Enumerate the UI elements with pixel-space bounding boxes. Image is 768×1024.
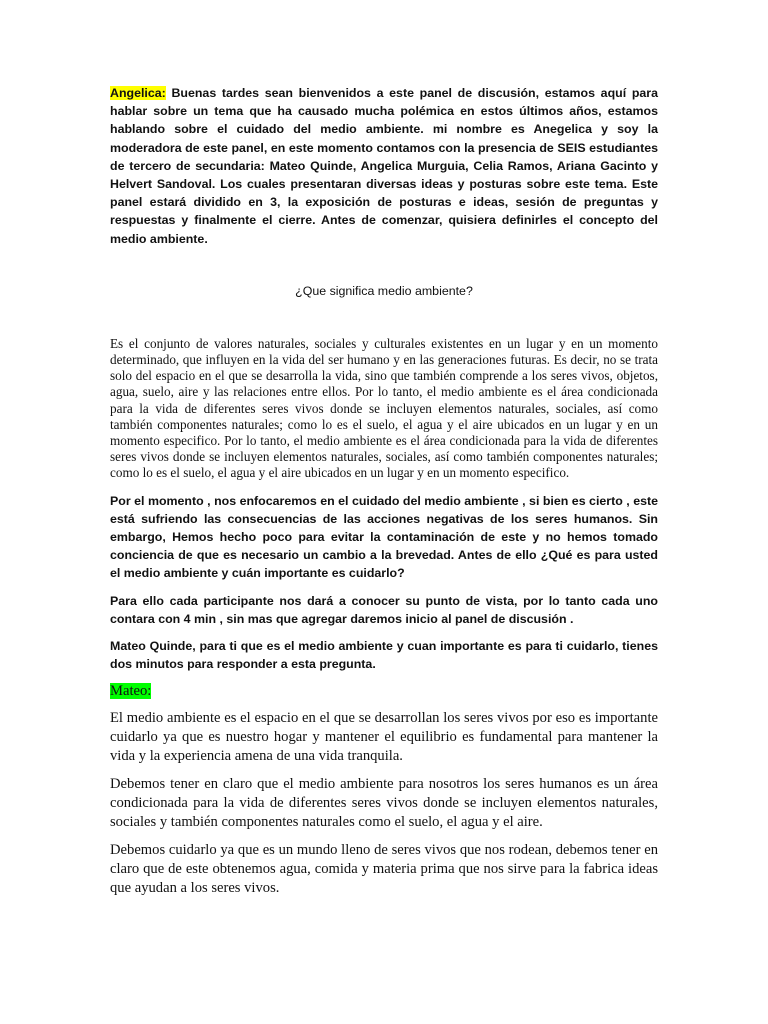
instructions-paragraph: Para ello cada participante nos dará a conocer su punto de vista, por lo tanto cada uno contara con 4 min , sin mas que agregar daremos inicio al panel de discusión .: [110, 593, 658, 626]
focus-paragraph: Por el momento , nos enfocaremos en el cuidado del medio ambiente , si bien es cierto , este está sufriendo las consecuencias de las acciones negativas de los seres humanos. Sin embargo, Hemos hecho poco para evitar la contaminación de este y no hemos tomado conciencia de que es necesario un cambio a la brevedad. Antes de ello ¿Qué es para usted el medio ambiente y cuán importante es cuidarlo?: [110, 493, 658, 581]
mateo-speaker-line: [110, 682, 658, 701]
section-question: ¿Que significa medio ambiente?: [295, 283, 473, 298]
mateo-paragraph-1: El medio ambiente es el espacio en el que se desarrollan los seres vivos por eso es importante cuidarlo ya que es nuestro hogar y mantener el equilibrio es fundamental para mantener la vida y la experiencia amena de una vida tranquila.: [110, 710, 658, 765]
document-page: [110, 84, 658, 898]
intro-text: Buenas tardes sean bienvenidos a este panel de discusión, estamos aquí para hablar sobre un tema que ha causado mucha polémica en estos últimos años, estamos hablando sobre el cuidado del medio ambiente. mi nombre es Anegelica y soy la moderadora de este panel, en este momento contamos con la presencia de SEIS estudiantes de tercero de secundaria: Mateo Quinde, Angelica Murguia, Celia Ramos, Ariana Gacinto y Helvert Sandoval. Los cuales presentaran diversas ideas y posturas sobre este tema. Este panel estará dividido en 3, la exposición de posturas e ideas, sesión de preguntas y respuestas y finalmente el cierre. Antes de comenzar, quisiera definirles el concepto del medio ambiente.: [110, 86, 658, 246]
definition-paragraph: Es el conjunto de valores naturales, sociales y culturales existentes en un lugar y en un momento determinado, que influyen en la vida del ser humano y en las generaciones futuras. Es decir, no se trata solo del espacio en el que se desarrolla la vida, sino que también comprende a los seres vivos, objetos, agua, suelo, aire y las relaciones entre ellos. Por lo tanto, el medio ambiente es el área condicionada para la vida de diferentes seres vivos donde se incluyen elementos naturales, sociales, así como también componentes naturales; como lo es el suelo, el agua y el aire ubicados en un lugar y en un momento especifico. Por lo tanto, el medio ambiente es el área condicionada para la vida de diferentes seres vivos donde se incluyen elementos naturales, sociales, así como también componentes naturales; como lo es el suelo, el agua y el aire ubicados en un lugar y en un momento especifico.: [110, 335, 658, 481]
speaker-angelica: Angelica:: [110, 86, 166, 100]
speaker-mateo: Mateo:: [110, 683, 152, 700]
mateo-paragraph-2: Debemos tener en claro que el medio ambiente para nosotros los seres humanos es un área condicionada para la vida de diferentes seres vivos donde se incluyen elementos naturales, sociales y también componentes naturales como el suelo, el agua y el aire.: [110, 776, 658, 831]
prompt-mateo-paragraph: Mateo Quinde, para ti que es el medio ambiente y cuan importante es para ti cuidarlo, tienes dos minutos para responder a esta pregunta.: [110, 639, 658, 672]
mateo-paragraph-3: Debemos cuidarlo ya que es un mundo lleno de seres vivos que nos rodean, debemos tener en claro que de este obtenemos agua, comida y materia prima que nos sirve para la fabrica ideas que ayudan a los seres vivos.: [110, 842, 658, 897]
intro-paragraph: [110, 84, 658, 248]
